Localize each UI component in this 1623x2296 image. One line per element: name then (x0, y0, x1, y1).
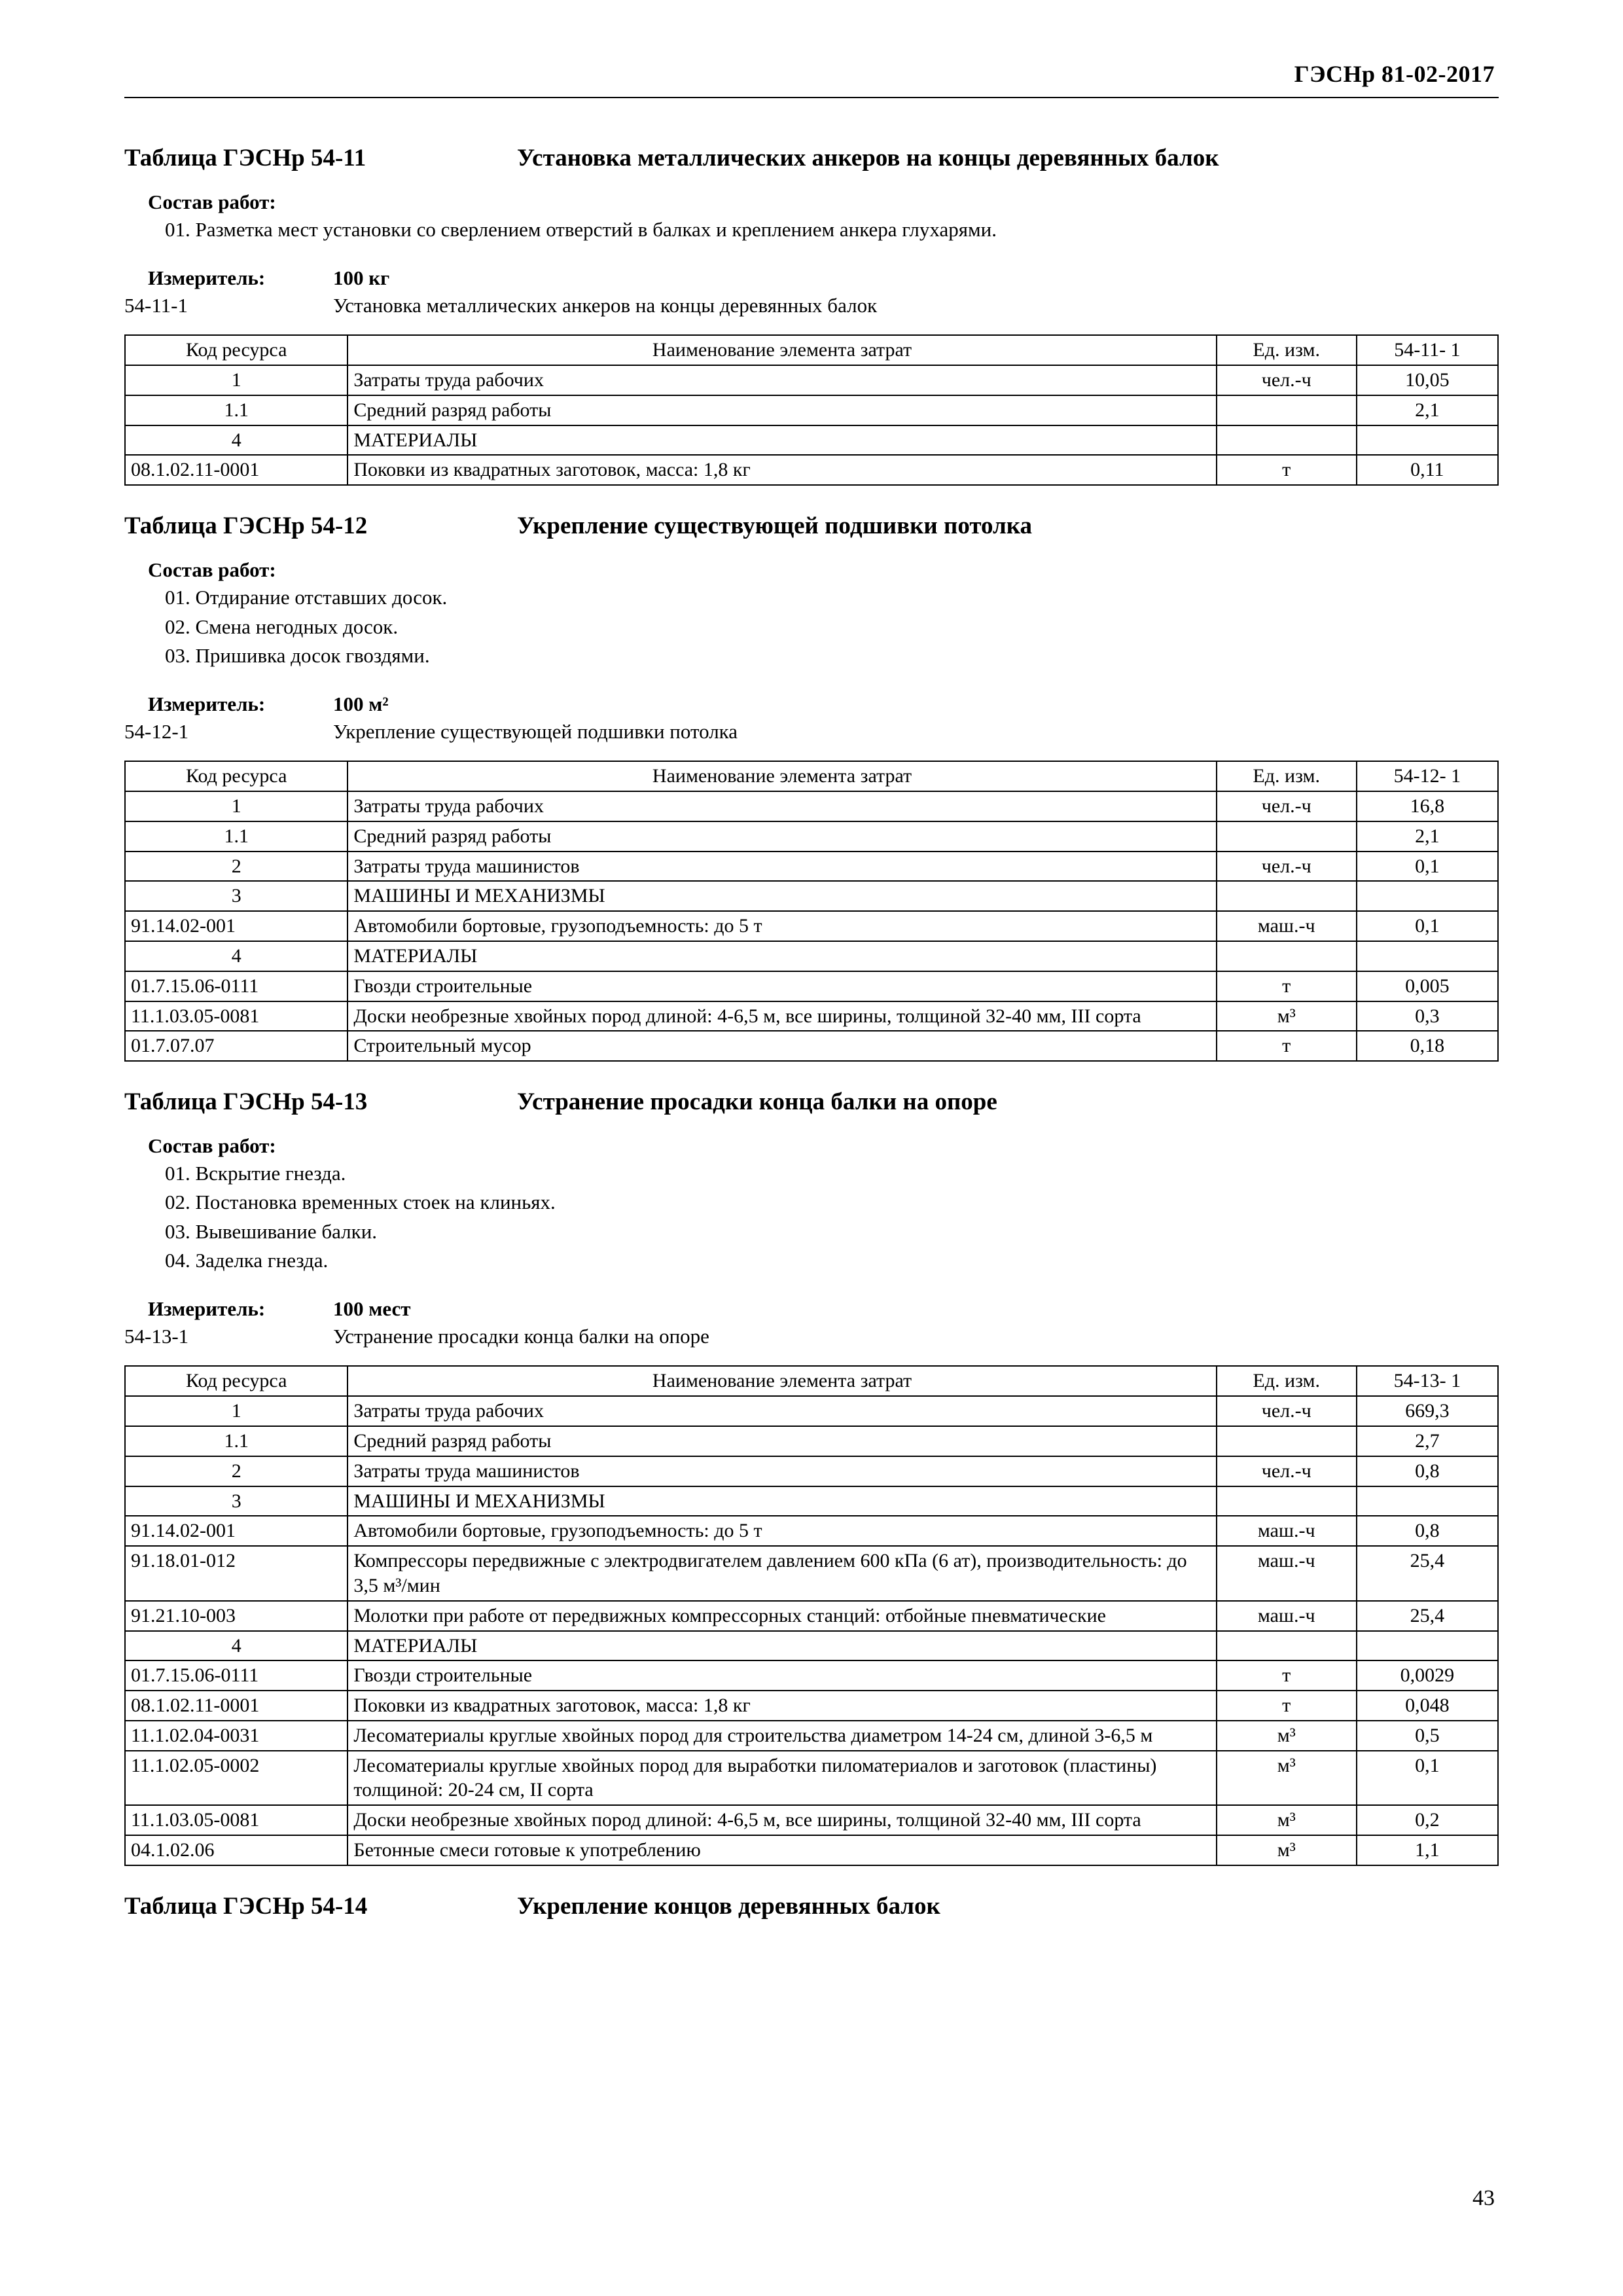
header-cell-name: Наименование элемента затрат (348, 335, 1216, 365)
cell-value: 1,1 (1357, 1835, 1498, 1865)
cell-unit: чел.-ч (1217, 1396, 1357, 1426)
table-row (125, 1546, 1498, 1601)
table-row (125, 1001, 1498, 1031)
cell-code: 2 (125, 1456, 348, 1486)
table-row (125, 1601, 1498, 1631)
table-row (125, 1721, 1498, 1751)
table-row (125, 365, 1498, 395)
cell-value (1357, 1631, 1498, 1661)
section-title-number: Таблица ГЭСНр 54-13 (124, 1088, 368, 1116)
cell-code: 01.7.07.07 (125, 1031, 348, 1061)
cell-name: Компрессоры передвижные с электродвигателем давлением 600 кПа (6 ат), производительность: до 3,5 м³/мин (348, 1546, 1216, 1601)
cell-value: 0,0029 (1357, 1660, 1498, 1691)
norm-code: 54-13-1 (124, 1325, 189, 1348)
cell-code: 4 (125, 425, 348, 456)
cell-name: Автомобили бортовые, грузоподъемность: до 5 т (348, 1516, 1216, 1546)
section-title-number: Таблица ГЭСНр 54-14 (124, 1892, 368, 1920)
table-row (125, 1426, 1498, 1456)
table-row (125, 881, 1498, 911)
header-cell-value: 54-13- 1 (1357, 1366, 1498, 1396)
cell-name: МАТЕРИАЛЫ (348, 1631, 1216, 1661)
measure-label: Измеритель: (148, 1297, 266, 1321)
cell-unit: чел.-ч (1217, 1456, 1357, 1486)
cell-name: Средний разряд работы (348, 1426, 1216, 1456)
cell-name: Доски необрезные хвойных пород длиной: 4-6,5 м, все ширины, толщиной 32-40 мм, III сорта (348, 1001, 1216, 1031)
works-item: 01. Отдирание отставших досок. (165, 586, 448, 609)
cell-name: Молотки при работе от передвижных компрессорных станций: отбойные пневматические (348, 1601, 1216, 1631)
table-header-row (125, 335, 1498, 365)
cell-value: 25,4 (1357, 1601, 1498, 1631)
section-title-name: Укрепление существующей подшивки потолка (517, 512, 1033, 540)
cell-code: 4 (125, 941, 348, 971)
cell-value: 0,048 (1357, 1691, 1498, 1721)
cell-unit: м³ (1217, 1001, 1357, 1031)
section-title-number: Таблица ГЭСНр 54-12 (124, 512, 368, 540)
header-cell-code: Код ресурса (125, 761, 348, 791)
works-item: 03. Пришивка досок гвоздями. (165, 643, 430, 667)
cell-value: 0,8 (1357, 1516, 1498, 1546)
norm-code-description: Укрепление существующей подшивки потолка (333, 720, 738, 744)
cell-unit: маш.-ч (1217, 1546, 1357, 1601)
measure-row (148, 692, 1499, 716)
header-divider (124, 97, 1499, 98)
cell-name: Средний разряд работы (348, 395, 1216, 425)
resource-table (124, 1365, 1499, 1866)
cell-unit: м³ (1217, 1835, 1357, 1865)
cell-name: МАШИНЫ И МЕХАНИЗМЫ (348, 1486, 1216, 1516)
cell-name: Гвозди строительные (348, 1660, 1216, 1691)
cell-value: 0,1 (1357, 911, 1498, 941)
table-row (125, 425, 1498, 456)
table-row (125, 1751, 1498, 1806)
cell-unit: маш.-ч (1217, 1516, 1357, 1546)
cell-value: 669,3 (1357, 1396, 1498, 1426)
cell-name: МАТЕРИАЛЫ (348, 941, 1216, 971)
header-cell-code: Код ресурса (125, 335, 348, 365)
cell-code: 2 (125, 852, 348, 882)
works-item: 01. Разметка мест установки со сверлением отверстий в балках и креплением анкера глухарями. (165, 218, 997, 241)
cell-unit (1217, 1486, 1357, 1516)
table-row (125, 1691, 1498, 1721)
norm-code: 54-11-1 (124, 294, 188, 317)
cell-name: Затраты труда рабочих (348, 1396, 1216, 1426)
cell-unit: т (1217, 1031, 1357, 1061)
cell-value: 0,8 (1357, 1456, 1498, 1486)
cell-name: Поковки из квадратных заготовок, масса: 1,8 кг (348, 1691, 1216, 1721)
cell-name: Поковки из квадратных заготовок, масса: 1,8 кг (348, 455, 1216, 485)
cell-unit: т (1217, 1691, 1357, 1721)
resource-table (124, 334, 1499, 486)
measure-row (148, 266, 1499, 290)
cell-value (1357, 1486, 1498, 1516)
cell-value: 0,2 (1357, 1805, 1498, 1835)
table-row (125, 1516, 1498, 1546)
cell-value: 0,18 (1357, 1031, 1498, 1061)
cell-name: Затраты труда машинистов (348, 1456, 1216, 1486)
section-title (124, 1088, 1499, 1116)
works-item: 01. Вскрытие гнезда. (165, 1162, 346, 1185)
header-cell-name: Наименование элемента затрат (348, 761, 1216, 791)
measure-label: Измеритель: (148, 692, 266, 716)
section-title (124, 1892, 1499, 1920)
table-header-row (125, 1366, 1498, 1396)
cell-code: 3 (125, 1486, 348, 1516)
cell-value: 2,7 (1357, 1426, 1498, 1456)
works-heading: Состав работ: (148, 1134, 276, 1158)
header-cell-unit: Ед. изм. (1217, 335, 1357, 365)
header-cell-unit: Ед. изм. (1217, 761, 1357, 791)
cell-name: Строительный мусор (348, 1031, 1216, 1061)
measure-label: Измеритель: (148, 266, 266, 290)
table-row (125, 1396, 1498, 1426)
cell-code: 91.14.02-001 (125, 911, 348, 941)
cell-name: Лесоматериалы круглые хвойных пород для строительства диаметром 14-24 см, длиной 3-6,5 м (348, 1721, 1216, 1751)
measure-value: 100 мест (333, 1297, 411, 1321)
cell-code: 01.7.15.06-0111 (125, 1660, 348, 1691)
resource-table (124, 761, 1499, 1062)
page-header: ГЭСНр 81-02-2017 (1294, 61, 1495, 87)
table-row (125, 941, 1498, 971)
cell-code: 11.1.03.05-0081 (125, 1001, 348, 1031)
cell-value (1357, 425, 1498, 456)
document-content (124, 118, 1499, 1927)
table-row (125, 395, 1498, 425)
cell-unit: м³ (1217, 1805, 1357, 1835)
works-item: 03. Вывешивание балки. (165, 1219, 378, 1243)
cell-code: 11.1.02.05-0002 (125, 1751, 348, 1806)
table-row (125, 1486, 1498, 1516)
cell-name: Средний разряд работы (348, 821, 1216, 852)
section-title-name: Устранение просадки конца балки на опоре (517, 1088, 997, 1116)
cell-unit (1217, 1631, 1357, 1661)
cell-value (1357, 881, 1498, 911)
cell-code: 11.1.02.04-0031 (125, 1721, 348, 1751)
table-row (125, 455, 1498, 485)
cell-value: 0,11 (1357, 455, 1498, 485)
cell-value: 0,1 (1357, 852, 1498, 882)
measure-value: 100 кг (333, 266, 390, 290)
cell-name: Бетонные смеси готовые к употреблению (348, 1835, 1216, 1865)
cell-code: 1 (125, 791, 348, 821)
cell-value: 16,8 (1357, 791, 1498, 821)
section-title-number: Таблица ГЭСНр 54-11 (124, 145, 366, 171)
cell-code: 01.7.15.06-0111 (125, 971, 348, 1001)
cell-value (1357, 941, 1498, 971)
section-title-name: Установка металлических анкеров на концы деревянных балок (517, 145, 1219, 171)
cell-name: Автомобили бортовые, грузоподъемность: до 5 т (348, 911, 1216, 941)
cell-value: 25,4 (1357, 1546, 1498, 1601)
cell-code: 1 (125, 365, 348, 395)
cell-code: 91.21.10-003 (125, 1601, 348, 1631)
cell-value: 0,1 (1357, 1751, 1498, 1806)
cell-name: Затраты труда машинистов (348, 852, 1216, 882)
header-cell-code: Код ресурса (125, 1366, 348, 1396)
cell-name: Затраты труда рабочих (348, 791, 1216, 821)
works-item: 02. Постановка временных стоек на клиньях. (165, 1191, 556, 1214)
norm-code-row (124, 294, 1499, 317)
norm-code-row (124, 720, 1499, 744)
header-cell-value: 54-11- 1 (1357, 335, 1498, 365)
table-row (125, 1835, 1498, 1865)
cell-unit: маш.-ч (1217, 1601, 1357, 1631)
page-number: 43 (1472, 2186, 1495, 2210)
cell-name: Лесоматериалы круглые хвойных пород для выработки пиломатериалов и заготовок (пластины) толщиной: 20-24 см, II сорта (348, 1751, 1216, 1806)
cell-unit: м³ (1217, 1721, 1357, 1751)
cell-unit: маш.-ч (1217, 911, 1357, 941)
cell-name: Затраты труда рабочих (348, 365, 1216, 395)
table-row (125, 1805, 1498, 1835)
cell-code: 1.1 (125, 1426, 348, 1456)
cell-name: МАШИНЫ И МЕХАНИЗМЫ (348, 881, 1216, 911)
norm-code-row (124, 1325, 1499, 1348)
cell-code: 4 (125, 1631, 348, 1661)
cell-code: 91.18.01-012 (125, 1546, 348, 1601)
cell-name: Доски необрезные хвойных пород длиной: 4-6,5 м, все ширины, толщиной 32-40 мм, III сорта (348, 1805, 1216, 1835)
cell-unit: т (1217, 971, 1357, 1001)
cell-code: 08.1.02.11-0001 (125, 455, 348, 485)
section-title-name: Укрепление концов деревянных балок (517, 1892, 940, 1920)
table-row (125, 1031, 1498, 1061)
cell-unit: т (1217, 455, 1357, 485)
cell-unit: т (1217, 1660, 1357, 1691)
cell-code: 1.1 (125, 821, 348, 852)
cell-code: 08.1.02.11-0001 (125, 1691, 348, 1721)
cell-value: 0,5 (1357, 1721, 1498, 1751)
works-heading: Состав работ: (148, 558, 276, 582)
table-row (125, 1456, 1498, 1486)
section-title (124, 512, 1499, 540)
cell-unit (1217, 881, 1357, 911)
norm-code-description: Установка металлических анкеров на концы деревянных балок (333, 294, 878, 317)
cell-unit (1217, 1426, 1357, 1456)
header-cell-value: 54-12- 1 (1357, 761, 1498, 791)
table-row (125, 852, 1498, 882)
measure-row (148, 1297, 1499, 1321)
cell-code: 1.1 (125, 395, 348, 425)
table-row (125, 971, 1498, 1001)
measure-value: 100 м² (333, 692, 389, 716)
cell-value: 0,005 (1357, 971, 1498, 1001)
table-row (125, 1660, 1498, 1691)
table-row (125, 791, 1498, 821)
cell-value: 0,3 (1357, 1001, 1498, 1031)
cell-unit: чел.-ч (1217, 791, 1357, 821)
cell-unit (1217, 425, 1357, 456)
cell-unit: м³ (1217, 1751, 1357, 1806)
works-item: 04. Заделка гнезда. (165, 1249, 329, 1272)
cell-name: МАТЕРИАЛЫ (348, 425, 1216, 456)
cell-code: 91.14.02-001 (125, 1516, 348, 1546)
table-row (125, 911, 1498, 941)
cell-value: 2,1 (1357, 821, 1498, 852)
cell-code: 3 (125, 881, 348, 911)
cell-unit (1217, 395, 1357, 425)
header-cell-unit: Ед. изм. (1217, 1366, 1357, 1396)
cell-unit (1217, 821, 1357, 852)
cell-code: 11.1.03.05-0081 (125, 1805, 348, 1835)
cell-value: 2,1 (1357, 395, 1498, 425)
section-title (124, 144, 1499, 172)
cell-value: 10,05 (1357, 365, 1498, 395)
norm-code-description: Устранение просадки конца балки на опоре (333, 1325, 709, 1348)
cell-unit (1217, 941, 1357, 971)
cell-unit: чел.-ч (1217, 365, 1357, 395)
header-cell-name: Наименование элемента затрат (348, 1366, 1216, 1396)
cell-unit: чел.-ч (1217, 852, 1357, 882)
cell-code: 1 (125, 1396, 348, 1426)
table-row (125, 821, 1498, 852)
table-header-row (125, 761, 1498, 791)
cell-name: Гвозди строительные (348, 971, 1216, 1001)
table-row (125, 1631, 1498, 1661)
works-item: 02. Смена негодных досок. (165, 615, 399, 638)
cell-code: 04.1.02.06 (125, 1835, 348, 1865)
works-heading: Состав работ: (148, 190, 276, 213)
norm-code: 54-12-1 (124, 720, 189, 744)
